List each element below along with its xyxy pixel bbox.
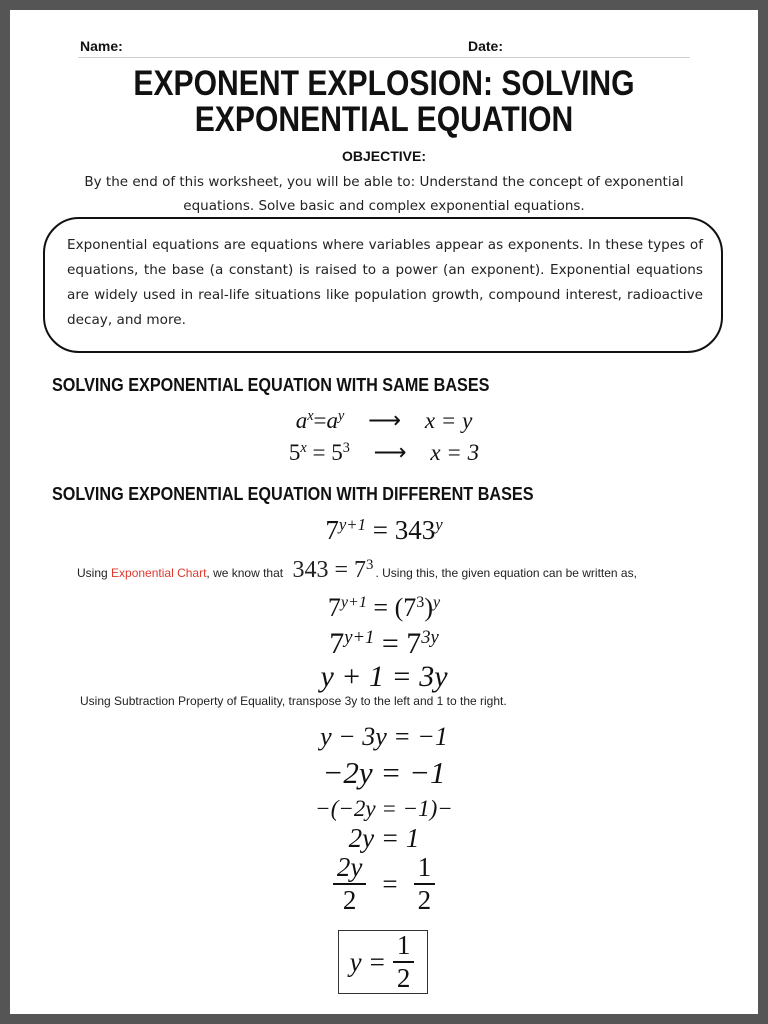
equation-6: −2y = −1 bbox=[322, 755, 446, 790]
exponential-chart-note: Using Exponential Chart, we know that $343 = 7^3$. Using this, the given equation can be written as, bbox=[77, 556, 637, 583]
equation-7: −(−2y = −1)− bbox=[315, 796, 453, 821]
equation-3: $7^{y+1} = 7^{3y}$ bbox=[329, 626, 439, 660]
name-label: Name: bbox=[80, 38, 123, 54]
equation-8: 2y = 1 bbox=[348, 823, 420, 853]
equation-5: y − 3y = −1 bbox=[320, 722, 448, 751]
same-bases-example: $5^x = 5^3$ ⟶ x = 3 bbox=[288, 440, 480, 465]
title-line-1: EXPONENT EXPLOSION: SOLVING bbox=[133, 64, 635, 103]
worksheet-page bbox=[10, 10, 758, 1014]
intro-text: Exponential equations are equations where variables appear as exponents. In these types of equations, the base (a constant) is raised to a power (an exponent). Exponential equations are widely used in real-life situations like population growth, compound interest, radioactive decay, and more. bbox=[67, 237, 703, 328]
fraction-left: $\frac{2y}{2}$ bbox=[333, 852, 366, 916]
subtraction-property-note: Using Subtraction Property of Equality, transpose 3y to the left and 1 to the right. bbox=[80, 694, 507, 708]
objective-heading: OBJECTIVE: bbox=[341, 148, 426, 164]
section-heading-same-bases: SOLVING EXPONENTIAL EQUATION WITH SAME BASES bbox=[52, 375, 490, 395]
arrow-icon: ⟶ bbox=[373, 440, 407, 465]
fraction-right: $\frac{1}{2}$ bbox=[414, 852, 436, 916]
equation-1: $7^{y+1} = 343^y$ bbox=[325, 514, 443, 545]
answer-fraction: $\frac{1}{2}$ bbox=[393, 930, 415, 994]
section-heading-different-bases: SOLVING EXPONENTIAL EQUATION WITH DIFFERENT BASES bbox=[52, 484, 534, 504]
answer-variable: y bbox=[349, 946, 362, 977]
title-line-2: EXPONENTIAL EQUATION bbox=[194, 100, 574, 139]
exponential-chart-link[interactable]: Exponential Chart bbox=[111, 566, 207, 580]
intro-box bbox=[43, 217, 723, 353]
final-answer-box: y = $\frac{1}{2}$ bbox=[338, 930, 428, 994]
arrow-icon: ⟶ bbox=[368, 408, 402, 433]
same-bases-rule: $a^x=a^y$ ⟶ x = y bbox=[295, 408, 473, 433]
date-label: Date: bbox=[468, 38, 504, 54]
equation-9: $\frac{2y}{2}$ = $\frac{1}{2}$ bbox=[10, 852, 758, 916]
objective-text: By the end of this worksheet, you will be able to: Understand the concept of exponential equations. Solve basic and complex exponential equations. bbox=[84, 174, 684, 214]
page-title bbox=[80, 66, 689, 138]
header-divider bbox=[78, 57, 690, 58]
equation-2: $7^{y+1} = (7^3)^y$ bbox=[327, 593, 441, 622]
equation-4: y + 1 = 3y bbox=[320, 660, 448, 693]
